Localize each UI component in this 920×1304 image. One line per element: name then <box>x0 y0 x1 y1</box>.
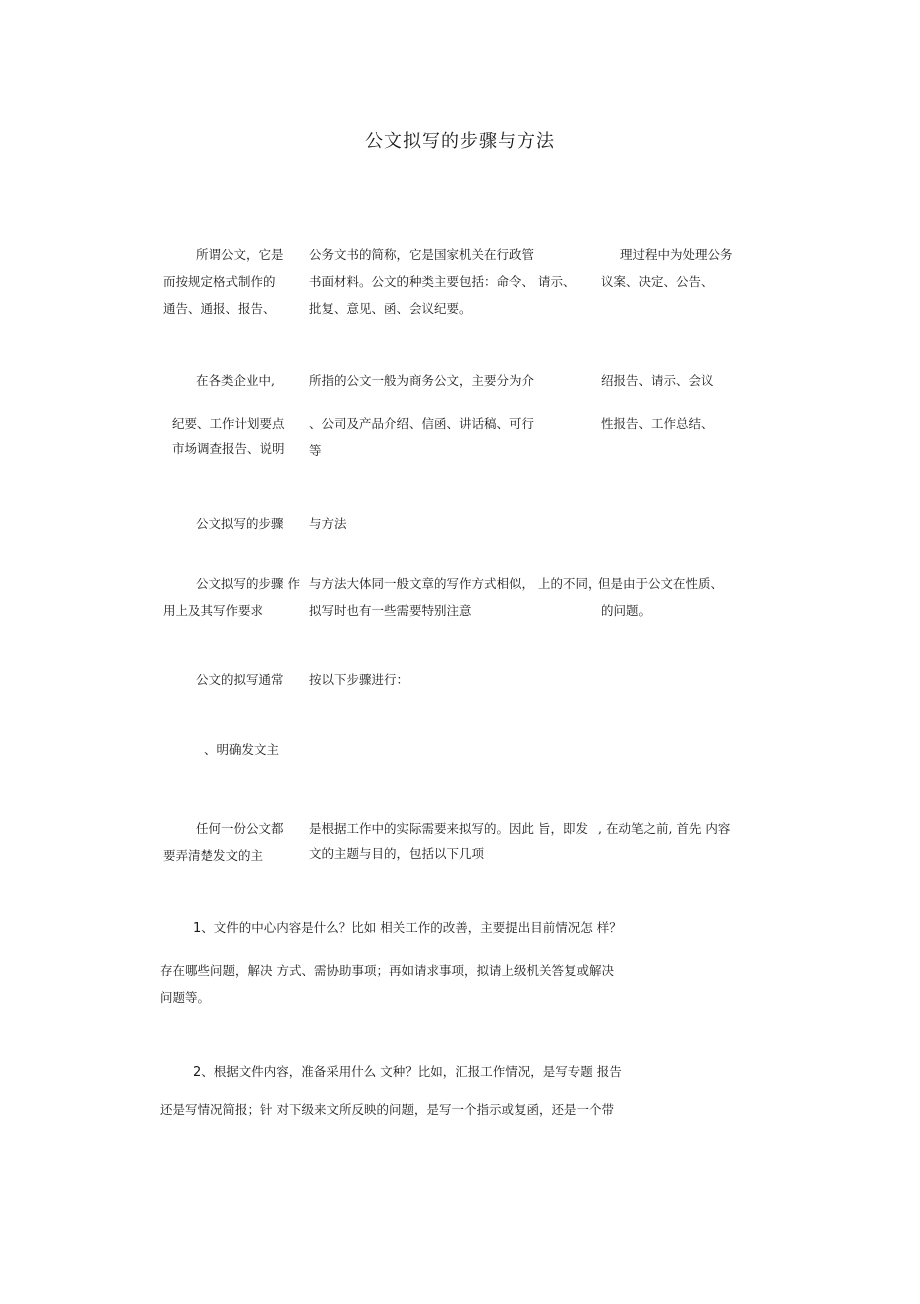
p3-col1-line1: 公文拟写的步骤 作 <box>196 576 300 591</box>
p1-col1-line3: 通告、通报、报告、 <box>163 301 276 316</box>
p3-col2-line1: 与方法大体同一般文章的写作方式相似， 上的不同， <box>309 576 601 591</box>
item1-line3: 问题等。 <box>160 990 211 1005</box>
p2-col3-line2: 性报告、工作总结、 <box>601 416 714 431</box>
item1-line1 <box>193 914 622 942</box>
p5-col1-line2: 要弄清楚发文的主 <box>163 848 264 863</box>
p2-col2-line2: 、公司及产品介绍、信函、讲话稿、可行 <box>309 416 535 431</box>
p2-col2-line3: 等 <box>309 443 322 458</box>
p3-col3-line2: 的问题。 <box>601 603 652 618</box>
p5-col2-line2: 文的主题与目的，包括以下几项 <box>309 846 485 861</box>
p1-col1-line1: 所谓公文，它是 <box>196 247 284 262</box>
p4-col1: 公文的拟写通常 <box>196 672 284 687</box>
p2-col2-line1: 所指的公文一般为商务公文，主要分为介 <box>309 373 535 388</box>
heading-col1: 公文拟写的步骤 <box>196 516 284 531</box>
p3-col2-line2: 拟写时也有一些需要特别注意 <box>309 603 472 618</box>
item1-line2: 存在哪些问题，解决 方式、需协助事项；再如请求事项，拟请上级机关答复或解决 <box>160 963 614 978</box>
p5-col2-line1: 是根据工作中的实际需要来拟写的。因此 旨，即发 <box>309 821 588 836</box>
subheading: 、明确发文主 <box>204 742 280 757</box>
p1-col2-line2: 书面材料。公文的种类主要包括：命令、 请示、 <box>309 274 576 289</box>
p2-col3-line1: 绍报告、请示、会议 <box>601 373 714 388</box>
item1-number: 1 <box>193 921 202 936</box>
p1-col2-line3: 批复、意见、函、会议纪要。 <box>309 301 472 316</box>
p5-col1-line1: 任何一份公文都 <box>196 821 284 836</box>
p5-col3-line1: , 在动笔之前, 首先 内容 <box>598 821 731 836</box>
item2-line2: 还是写情况简报；针 对下级来文所反映的问题，是写一个指示或复函，还是一个带 <box>160 1102 614 1117</box>
item2-line1-text: 、根据文件内容，准备采用什么 文种？比如，汇报工作情况，是写专题 报告 <box>201 1064 622 1079</box>
p4-col2: 按以下步骤进行： <box>309 672 410 687</box>
p1-col1-line2: 而按规定格式制作的 <box>163 274 276 289</box>
p2-col1-line1: 在各类企业中, <box>196 373 275 388</box>
p1-col3-line2: 议案、决定、公告、 <box>601 274 714 289</box>
heading-col2: 与方法 <box>309 516 347 531</box>
p2-col1-line3: 市场调查报告、说明 <box>172 441 285 456</box>
p3-col1-line2: 用上及其写作要求 <box>163 603 264 618</box>
item1-line1-text: 、文件的中心内容是什么？比如 相关工作的改善，主要提出目前情况怎 样？ <box>201 920 622 935</box>
p2-col1-line2: 纪要、工作计划要点 <box>172 416 285 431</box>
p1-col2-line1: 公务文书的简称，它是国家机关在行政管 <box>309 247 535 262</box>
item2-line1 <box>193 1058 622 1086</box>
page-title: 公文拟写的步骤与方法 <box>365 131 555 152</box>
p3-col3-line1: 但是由于公文在性质、 <box>598 576 724 591</box>
p1-col3-line1: 理过程中为处理公务 <box>620 247 733 262</box>
item2-number: 2 <box>193 1065 202 1080</box>
